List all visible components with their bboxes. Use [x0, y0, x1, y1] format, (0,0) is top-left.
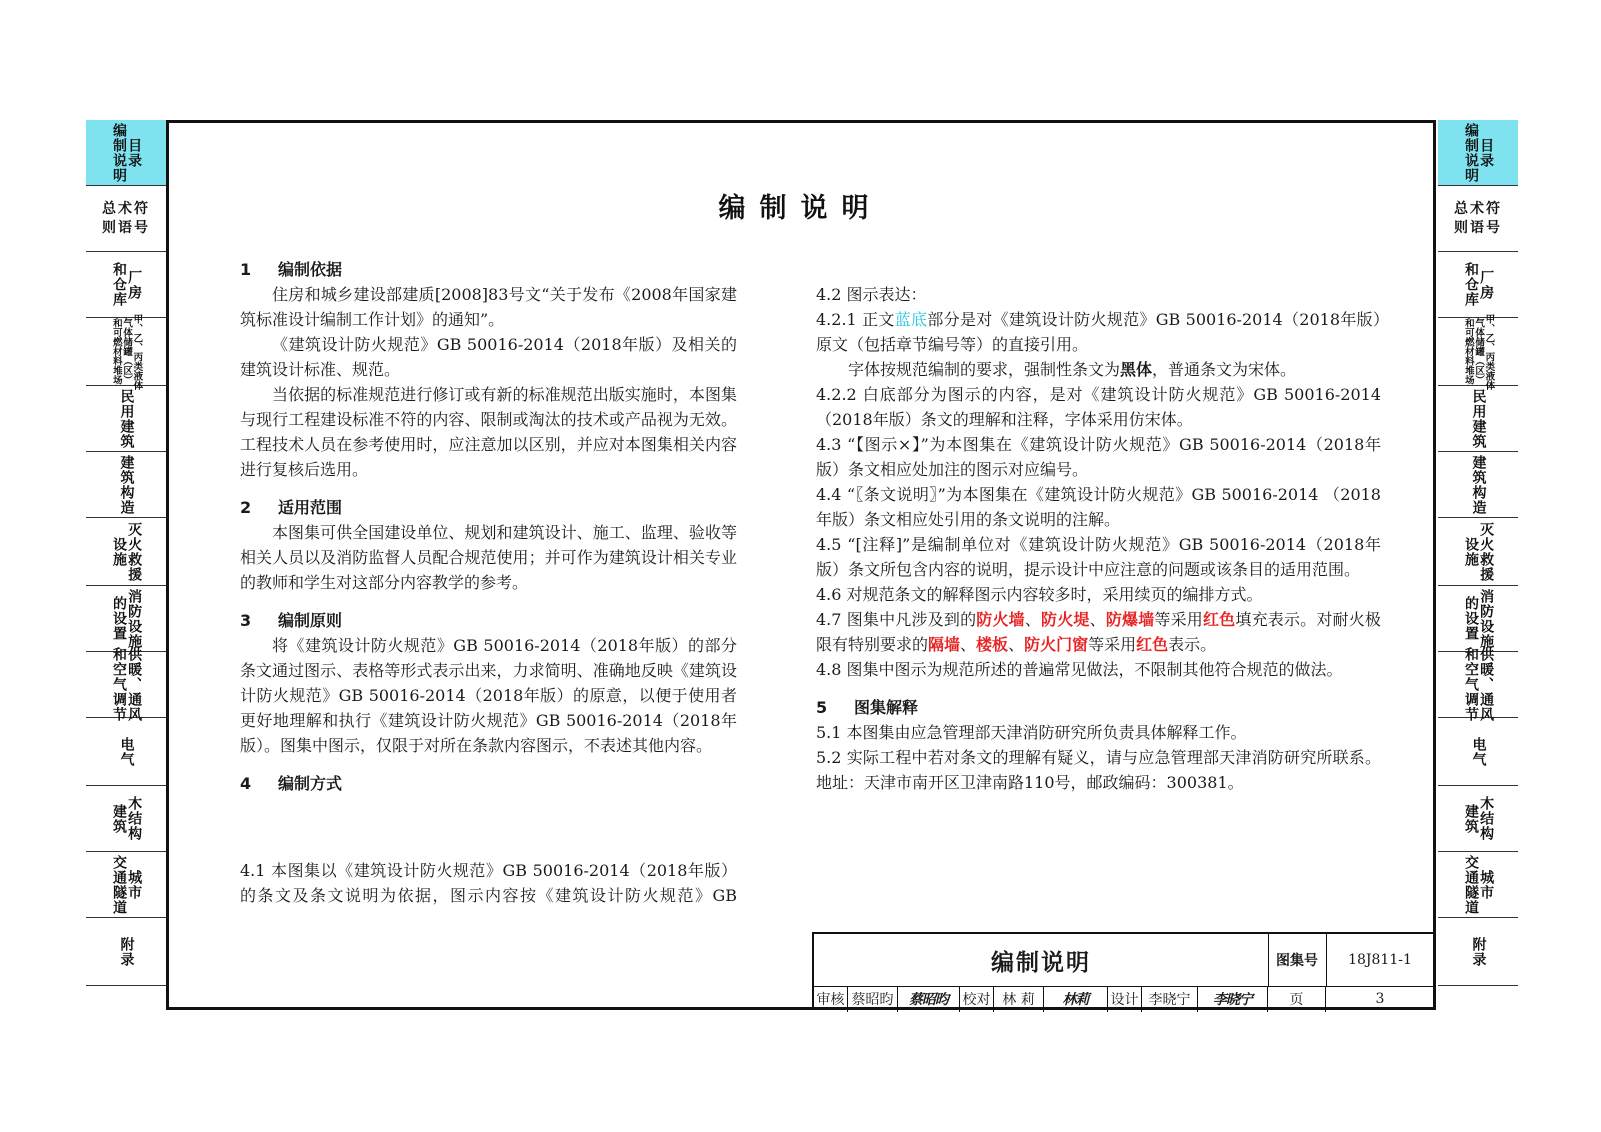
- side-tab-3[interactable]: [86, 252, 166, 318]
- section-title: 编制原则: [278, 611, 343, 630]
- side-tab-5[interactable]: [86, 386, 166, 452]
- side-nav-right: [1438, 120, 1518, 986]
- side-tab-label: 供暖、通风 和空气调节: [1463, 647, 1495, 722]
- title-block-name: 编制说明: [814, 934, 1269, 987]
- section-2-heading: [240, 495, 737, 520]
- side-tab-13[interactable]: [1438, 918, 1518, 986]
- side-tab-label: 灭火救援 设施: [111, 521, 143, 582]
- side-tab-10[interactable]: [1438, 718, 1518, 786]
- side-tab-label: 附录: [1470, 936, 1487, 967]
- design-signature: 李晓宁: [1198, 986, 1268, 1012]
- paragraph-4-2-1: 4.2.1 正文蓝底部分是对《建筑设计防火规范》GB 50016-2014（2018年版）原文（包括章节编号等）的直接引用。: [816, 310, 1381, 354]
- section-4-heading: [240, 771, 737, 796]
- side-tab-label: 民用建筑: [118, 388, 135, 449]
- side-tab-label: 甲、乙、丙类液体 气体储罐（区） 和可燃材料堆场: [1462, 313, 1495, 390]
- side-tab-4[interactable]: [86, 313, 166, 390]
- side-tab-label: 建筑构造: [118, 454, 135, 515]
- side-tab-1[interactable]: [1438, 120, 1518, 186]
- check-name: 林 莉: [994, 986, 1044, 1012]
- side-tab-label: 目录 编制说明: [1463, 122, 1495, 183]
- side-tab-label: 城市 交通隧道: [111, 854, 143, 915]
- section-number: 4: [240, 774, 252, 793]
- review-signature: 蔡昭昀: [898, 986, 960, 1012]
- right-column: [816, 282, 1381, 795]
- paragraph-4-8: 4.8 图集中图示为规范所述的普遍常见做法，不限制其他符合规范的做法。: [816, 660, 1343, 679]
- side-tab-label: 目录 编制说明: [111, 122, 143, 183]
- review-label: 审核: [814, 986, 848, 1012]
- side-tab-12[interactable]: [1438, 852, 1518, 918]
- paragraph: 当依据的标准规范进行修订或有新的标准规范出版实施时，本图集与现行工程建设标准不符的内容、限制或淘汰的技术或产品视为无效。工程技术人员在参考使用时，应注意加以区别，并应对本图集相关内容进行复核后选用。: [240, 385, 737, 479]
- section-3-heading: [240, 608, 737, 633]
- side-tab-label: 总术符 则语号: [102, 200, 150, 236]
- side-tab-label: 消防设施 的设置: [111, 588, 143, 649]
- side-tab-label: 建筑构造: [1470, 454, 1487, 515]
- section-number: 3: [240, 611, 252, 630]
- page-title: 编制说明: [718, 193, 883, 224]
- paragraph-5-1: 5.1 本图集由应急管理部天津消防研究所负责具体解释工作。: [816, 723, 1247, 742]
- paragraph-4-2-2: 4.2.2 白底部分为图示的内容，是对《建筑设计防火规范》GB 50016-2014（2018年版）条文的理解和注释，字体采用仿宋体。: [816, 385, 1381, 429]
- side-tab-label: 电气: [118, 736, 135, 767]
- side-tab-label: 总术符 则语号: [1454, 200, 1502, 236]
- paragraph-4-6: 4.6 对规范条文的解释图示内容较多时，采用续页的编排方式。: [816, 585, 1263, 604]
- paragraph-4-1-continued: [816, 257, 1381, 282]
- side-tab-7[interactable]: [86, 518, 166, 586]
- section-title: 适用范围: [278, 498, 343, 517]
- side-tab-label: 灭火救援 设施: [1463, 521, 1495, 582]
- side-tab-label: 附录: [118, 936, 135, 967]
- side-tab-label: 民用建筑: [1470, 388, 1487, 449]
- side-tab-label: 供暖、通风 和空气调节: [111, 647, 143, 722]
- paragraph: 住房和城乡建设部建质[2008]83号文“关于发布《2008年国家建筑标准设计编制工作计划》的通知”。: [240, 285, 737, 329]
- side-tab-9[interactable]: [86, 647, 166, 722]
- side-tab-4[interactable]: [1438, 313, 1518, 390]
- section-title: 编制依据: [278, 260, 343, 279]
- section-title: 编制方式: [278, 774, 343, 793]
- side-tab-5[interactable]: [1438, 386, 1518, 452]
- section-5-heading: [816, 695, 1381, 720]
- title-block-signatures: [814, 986, 1434, 1012]
- side-tab-6[interactable]: [1438, 452, 1518, 518]
- paragraph-4-4: 4.4 “〖条文说明〗”为本图集在《建筑设计防火规范》GB 50016-2014 （2018年版）条文相应处引用的条文说明的注解。: [816, 485, 1381, 529]
- page-label: 页: [1268, 986, 1326, 1012]
- side-tab-label: 电气: [1470, 736, 1487, 767]
- side-tab-13[interactable]: [86, 918, 166, 986]
- side-tab-label: 厂房 和仓库: [1463, 262, 1495, 307]
- check-label: 校对: [960, 986, 994, 1012]
- paragraph: 《建筑设计防火规范》GB 50016-2014（2018年版）及相关的建筑设计标准、规范。: [240, 335, 737, 379]
- side-tab-3[interactable]: [1438, 252, 1518, 318]
- side-tab-11[interactable]: [1438, 786, 1518, 852]
- side-nav-left: [86, 120, 166, 986]
- side-tab-6[interactable]: [86, 452, 166, 518]
- side-tab-label: 城市 交通隧道: [1463, 854, 1495, 915]
- title-block: [812, 932, 1436, 1010]
- page-number: 3: [1375, 991, 1385, 1007]
- cyan-highlight: 蓝底: [894, 310, 928, 329]
- paragraph-4-2: 4.2 图示表达：: [816, 285, 927, 304]
- paragraph-4-3: 4.3 “【图示×】”为本图集在《建筑设计防火规范》GB 50016-2014（2018年版）条文相应处加注的图示对应编号。: [816, 435, 1381, 479]
- design-name: 李晓宁: [1142, 986, 1198, 1012]
- side-tab-1[interactable]: [86, 120, 166, 186]
- atlas-number-label: 图集号: [1268, 934, 1327, 987]
- section-number: 1: [240, 260, 252, 279]
- section-number: 5: [816, 698, 828, 717]
- section-number: 2: [240, 498, 252, 517]
- paragraph: 本图集可供全国建设单位、规划和建筑设计、施工、监理、验收等相关人员以及消防监督人员配合规范使用；并可作为建筑设计相关专业的教师和学生对这部分内容教学的参考。: [240, 523, 737, 592]
- paragraph-4-7: 4.7 图集中凡涉及到的防火墙、防火堤、防爆墙等采用红色填充表示。对耐火极限有特别要求的隔墙、楼板、防火门窗等采用红色表示。: [816, 610, 1381, 654]
- side-tab-label: 木结构 建筑: [111, 796, 143, 841]
- side-tab-label: 厂房 和仓库: [111, 262, 143, 307]
- design-label: 设计: [1108, 986, 1142, 1012]
- side-tab-9[interactable]: [1438, 647, 1518, 722]
- section-title: 图集解释: [854, 698, 919, 717]
- side-tab-10[interactable]: [86, 718, 166, 786]
- side-tab-12[interactable]: [86, 852, 166, 918]
- paragraph-5-2: 5.2 实际工程中若对条文的理解有疑义，请与应急管理部天津消防研究所联系。地址：天津市南开区卫津南路110号，邮政编码：300381。: [816, 748, 1381, 792]
- side-tab-11[interactable]: [86, 786, 166, 852]
- clause-4-1-left: [240, 858, 737, 908]
- atlas-number-value: 18J811-1: [1326, 934, 1434, 987]
- check-signature: 林莉: [1044, 986, 1108, 1012]
- paragraph-4-2-1-font: 字体按规范编制的要求，强制性条文为黑体，普通条文为宋体。: [848, 360, 1297, 379]
- paragraph-4-1: 4.1 本图集以《建筑设计防火规范》GB 50016-2014（2018年版）的条文及条文说明为依据，图示内容按《建筑设计防火规范》GB: [240, 861, 737, 905]
- side-tab-label: 甲、乙、丙类液体 气体储罐（区） 和可燃材料堆场: [110, 313, 143, 390]
- side-tab-8[interactable]: [1438, 586, 1518, 652]
- left-column: [240, 257, 737, 796]
- side-tab-7[interactable]: [1438, 518, 1518, 586]
- paragraph-4-5: 4.5 “[注释]”是编制单位对《建筑设计防火规范》GB 50016-2014（2018年版）条文所包含内容的说明，提示设计中应注意的问题或该条目的适用范围。: [816, 535, 1381, 579]
- paragraph: 将《建筑设计防火规范》GB 50016-2014（2018年版）的部分条文通过图示、表格等形式表示出来，力求简明、准确地反映《建筑设计防火规范》GB 50016-2014（2018年版）的原意，以便于使用者更好地理解和执行《建筑设计防火规范》GB 50016-2014（2018年版）。图集中图示，仅限于对所在条款内容图示，不表述其他内容。: [240, 636, 737, 755]
- side-tab-label: 消防设施 的设置: [1463, 588, 1495, 649]
- review-name: 蔡昭昀: [848, 986, 898, 1012]
- side-tab-label: 木结构 建筑: [1463, 796, 1495, 841]
- section-1-heading: [240, 257, 737, 282]
- side-tab-8[interactable]: [86, 586, 166, 652]
